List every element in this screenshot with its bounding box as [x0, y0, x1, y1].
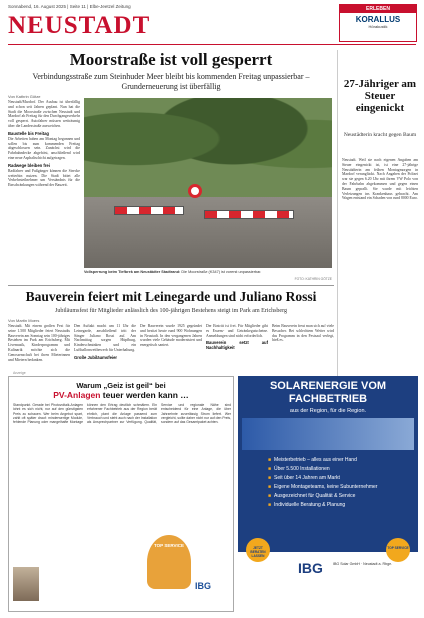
- top-ad[interactable]: [339, 4, 417, 42]
- advertorial-logo: IBG: [195, 581, 212, 591]
- second-column-5: Beim Bauverein freut man sich auf viele Besucher. Bei schlechtem Wetter wird das Programm in den Festsaal verlegt, hieß es.: [272, 324, 334, 343]
- solar-ad-bullet: ■ Ausgezeichnet für Qualität & Service: [268, 492, 377, 501]
- advertorial-label: Anzeige: [13, 371, 26, 375]
- no-entry-sign-icon: [188, 184, 202, 198]
- sidebar-subheadline: Neustädterin kracht gegen Baum: [343, 132, 417, 138]
- advertorial[interactable]: [8, 371, 234, 612]
- photo-caption: [84, 270, 332, 274]
- solar-ad-bullet: ■ Über 5.500 Installationen: [268, 465, 377, 474]
- solar-ad-bullet: ■ Eigene Montageteams, keine Subunternehmer: [268, 483, 377, 492]
- lead-subheadline: Verbindungsstraße zum Steinhuder Meer bleibt bis kommenden Freitag unpassierbar – Grunderneuerung ist überfällig: [32, 72, 310, 91]
- solar-ad-headline: SOLARENERGIE VOM FACHBETRIEB: [269, 380, 387, 405]
- header-divider: [8, 44, 416, 45]
- solar-ad[interactable]: [238, 376, 418, 612]
- second-column-4: [206, 324, 268, 372]
- service-seal-icon: TOP SERVICE: [386, 538, 410, 562]
- road-barrier: [204, 210, 294, 219]
- advertorial-portrait: [13, 567, 39, 601]
- solar-ad-sub: aus der Region, für die Region.: [289, 408, 367, 414]
- solar-ad-logo: IBG: [298, 560, 323, 576]
- lead-col1-subhead: Baustelle bis Freitag: [8, 130, 49, 136]
- sidebar-text: Neustadt. Weil sie nach eigenen Angaben am Steuer eingenickt ist, ist eine 27-jährige Neustädterin am frühen Montagmorgen in Mardorf verunglückt. Nach Angaben der Polizei war sie gegen 6.20 Uhr mit ihrem VW Polo von der Fahrbahn abgekommen und gegen einen Baum geprallt. Sie wurde mit leichten Verletzungen ins Krankenhaus gebracht. Am Wagen entstand ein Schaden von rund 8000 Euro.: [342, 158, 418, 201]
- second-headline: Bauverein feiert mit Leinegarde und Juliano Rossi: [25, 289, 317, 304]
- photo-credit: FOTO: KATHRIN GÖTZE: [294, 277, 332, 281]
- consult-seal-icon: JETZT BERATEN LASSEN: [246, 538, 270, 562]
- top-ad-band: ERLEBEN: [340, 5, 416, 13]
- section-title: NEUSTADT: [8, 12, 151, 39]
- lead-col1b-text: Die Arbeiten haben am Montag begonnen und sollen bis zum kommenden Freitag abgeschlossen sein. Zunächst wird die Fahrbahndecke abgefräst, anschließend wird eine neue Asphaltschicht aufgetragen.: [8, 136, 80, 160]
- article-divider: [8, 285, 334, 286]
- second-col4-subhead: Bauverein setzt auf Nachhaltigkeit: [206, 340, 268, 351]
- second-col2-text: Den Auftakt macht um 11 Uhr die Leinegarde, anschließend tritt der Sänger Juliano Rossi auf. Am Nachmittag sorgen Hüpfburg, Kinderschminken und ein Luftballonwettbewerb für Unterhaltung.: [74, 324, 136, 352]
- solar-ad-bullet: ■ Seit über 14 Jahren am Markt: [268, 474, 377, 483]
- solar-ad-bullet: ■ Meisterbetrieb – alles aus einer Hand: [268, 456, 377, 465]
- second-author: Von Martin Moers: [8, 318, 40, 323]
- second-col2-subhead: Große Jubiläumsfeier: [74, 354, 118, 360]
- top-ad-sub: Hörakustik: [368, 24, 388, 29]
- road-barrier: [114, 206, 184, 215]
- solar-ad-bullets: [268, 456, 377, 510]
- second-column-1: Neustadt. Mit einem großen Fest für seine 1.500 Mitglieder feiert Neustadts Bauverein am Sonntag sein 100-jähriges Bestehen im Park am Erichsberg. Mit Livemusik, Kinderprogramm und Kulinarik möchte sich die Genossenschaft bei ihren Mieterinnen und Mietern bedanken.: [8, 324, 70, 362]
- solar-ad-footer: [238, 546, 418, 612]
- advertorial-body: Standpunkt. Gerade bei Photovoltaik-Anlagen lohnt es sich nicht, nur auf den günstigsten Preis zu schauen. Wer beim Angebot spart, zahlt oft später drauf: minderwertige Module, fehlende Planung oder mangelhafte Montage können den Ertrag deutlich schmälern. Ein erfahrener Fachbetrieb aus der Region berät ehrlich, plant die Anlage passend zum Verbrauch und steht auch nach der Installation als Ansprechpartner zur Verfügung. Qualität, Service und regionale Nähe sind entscheidend für eine Anlage, die über Jahrzehnte zuverlässig Strom liefert. Wer vergleicht, sollte daher nicht nur auf den Preis, sondern auf das Gesamtpaket achten.: [13, 403, 231, 425]
- lead-headline: Moorstraße ist voll gesperrt: [69, 50, 273, 69]
- caption-rest: Die Moorstraße (K347) ist vorerst unpassierbar.: [181, 270, 262, 274]
- advertorial-title-1: Warum „Geiz ist geil“ bei: [76, 381, 166, 390]
- solar-ad-image: [242, 418, 414, 450]
- lead-col1-text: Neustadt/Mardorf. Der Ausbau ist überfällig und schon seit Jahren geplant. Nun hat die Stadt die Moorstraße zwischen Neustadt und Mardorf ab Freitag für den Durchgangsverkehr voll gesperrt. Autofahrer müssen weiträumig über die Landesstraße ausweichen.: [8, 100, 80, 128]
- caption-bold: Vollsperrung beim Tiefbrek am Neustädter Stadtrand:: [84, 270, 181, 274]
- dateline: Sonnabend, 16. August 2025 | Seite 11 | Elbe-Jeetzel Zeitung: [8, 4, 131, 9]
- photo-trees: [84, 98, 332, 200]
- second-col4-text: Der Eintritt ist frei. Für Mitglieder gibt es Essens- und Getränkegutscheine. Anmeldungen sind nicht erforderlich.: [206, 324, 268, 338]
- top-ad-brand: KORALLUS: [355, 15, 401, 24]
- advertorial-title-highlight: PV-Anlagen: [53, 390, 101, 400]
- second-column-3: Der Bauverein wurde 1925 gegründet und besitzt heute rund 900 Wohnungen in Neustadt. In den vergangenen Jahren wurden viele Gebäude modernisiert und energetisch saniert.: [140, 324, 202, 348]
- sidebar-headline: 27-Jähriger am Steuer eingenickt: [343, 78, 417, 114]
- lead-col2-subhead: Radwege bleiben frei: [8, 162, 50, 168]
- lead-col2-text: Radfahrer und Fußgänger können die Strecke weiterhin nutzen. Die Stadt bittet alle Verkehrsteilnehmer um Verständnis für die Einschränkungen während der Bauzeit.: [8, 168, 80, 188]
- lead-column-1: [8, 100, 80, 282]
- second-column-2: [74, 324, 136, 372]
- advertorial-title-rest: teuer werden kann …: [100, 390, 189, 400]
- advertorial-title-2: [9, 390, 233, 400]
- lead-photo: [84, 98, 332, 268]
- top-service-badge-icon: TOP SERVICE: [147, 535, 191, 589]
- second-subheadline: Jubiläumsfest für Mitglieder anlässlich des 100-jährigen Bestehens steigt im Park am Erichsberg: [54, 308, 287, 314]
- solar-ad-bullet: ■ Individuelle Beratung & Planung: [268, 501, 377, 510]
- solar-ad-address: IBG Solar GmbH · Neustadt a. Rbge.: [333, 562, 393, 566]
- lead-author: Von Kathrin Götze: [8, 94, 41, 99]
